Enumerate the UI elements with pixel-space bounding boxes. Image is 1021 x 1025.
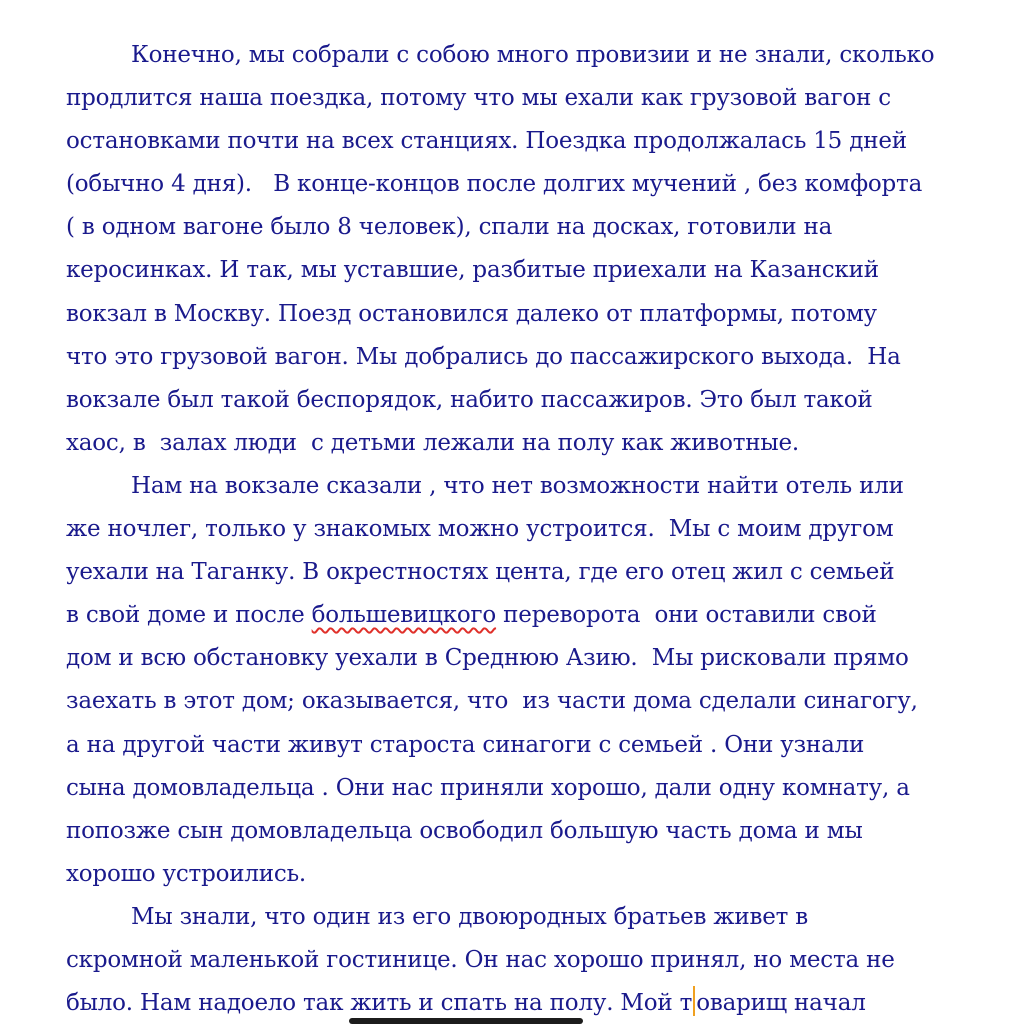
paragraph-2-line-1: Нам на вокзале сказали , что нет возможности найти отель или — [131, 472, 904, 499]
home-indicator-bar[interactable] — [349, 1018, 583, 1024]
text-cursor — [693, 986, 695, 1016]
line-text: переворота они оставили свой — [496, 602, 877, 629]
paragraph-1-line-1: Конечно, мы собрали с собою много провизии и не знали, сколько — [131, 42, 935, 68]
misspelled-word[interactable]: большевицкого — [311, 602, 497, 629]
paragraph-1-line-4: (обычно 4 дня). В конце-концов после долгих мучений , без комфорта — [66, 171, 923, 198]
paragraph-2-line-3: уехали на Таганку. В окрестностях цента, где его отец жил с семьей — [66, 559, 895, 586]
paragraph-2-line-7: а на другой части живут староста синагоги с семьей . Они узнали — [66, 731, 865, 758]
paragraph-2-line-4 — [66, 594, 966, 637]
paragraph-2-line-5: дом и всю обстановку уехали в Среднюю Азию. Мы рисковали прямо — [66, 645, 909, 672]
paragraph-1-line-8: что это грузовой вагон. Мы добрались до пассажирского выхода. На — [66, 343, 901, 370]
line-text: оварищ начал — [696, 990, 866, 1017]
document-body[interactable] — [66, 34, 966, 1025]
paragraph-1-line-7: вокзал в Москву. Поезд остановился далеко от платформы, потому — [66, 300, 877, 327]
paragraph-1-line-10: хаос, в залах люди с детьми лежали на полу как животные. — [66, 429, 800, 456]
paragraph-2-line-6: заехать в этот дом; оказывается, что из части дома сделали синагогу, — [66, 688, 918, 715]
paragraph-3-line-2: скромной маленькой гостинице. Он нас хорошо принял, но места не — [66, 946, 895, 973]
paragraph-1-line-9: вокзале был такой беспорядок, набито пассажиров. Это был такой — [66, 386, 873, 413]
paragraph-1-line-6: керосинках. И так, мы уставшие, разбитые приехали на Казанский — [66, 257, 879, 284]
paragraph-2-line-10: хорошо устроились. — [66, 860, 307, 887]
paragraph-2-line-8: сына домовладельца . Они нас приняли хорошо, дали одну комнату, а — [66, 774, 910, 801]
paragraph-1-line-3: остановками почти на всех станциях. Поездка продолжалась 15 дней — [66, 128, 907, 155]
line-text: в свой доме и после — [66, 602, 312, 629]
paragraph-2-line-2: же ночлег, только у знакомых можно устроится. Мы с моим другом — [66, 516, 894, 543]
paragraph-1-line-5: ( в одном вагоне было 8 человек), спали на досках, готовили на — [66, 214, 833, 241]
line-text: было. Нам надоело так жить и спать на полу. Мой т — [66, 990, 693, 1017]
paragraph-2-line-9: попозже сын домовладельца освободил большую часть дома и мы — [66, 817, 863, 844]
paragraph-3-line-1: Мы знали, что один из его двоюродных братьев живет в — [131, 903, 809, 930]
paragraph-1-line-2: продлится наша поездка, потому что мы ехали как грузовой вагон с — [66, 85, 891, 112]
